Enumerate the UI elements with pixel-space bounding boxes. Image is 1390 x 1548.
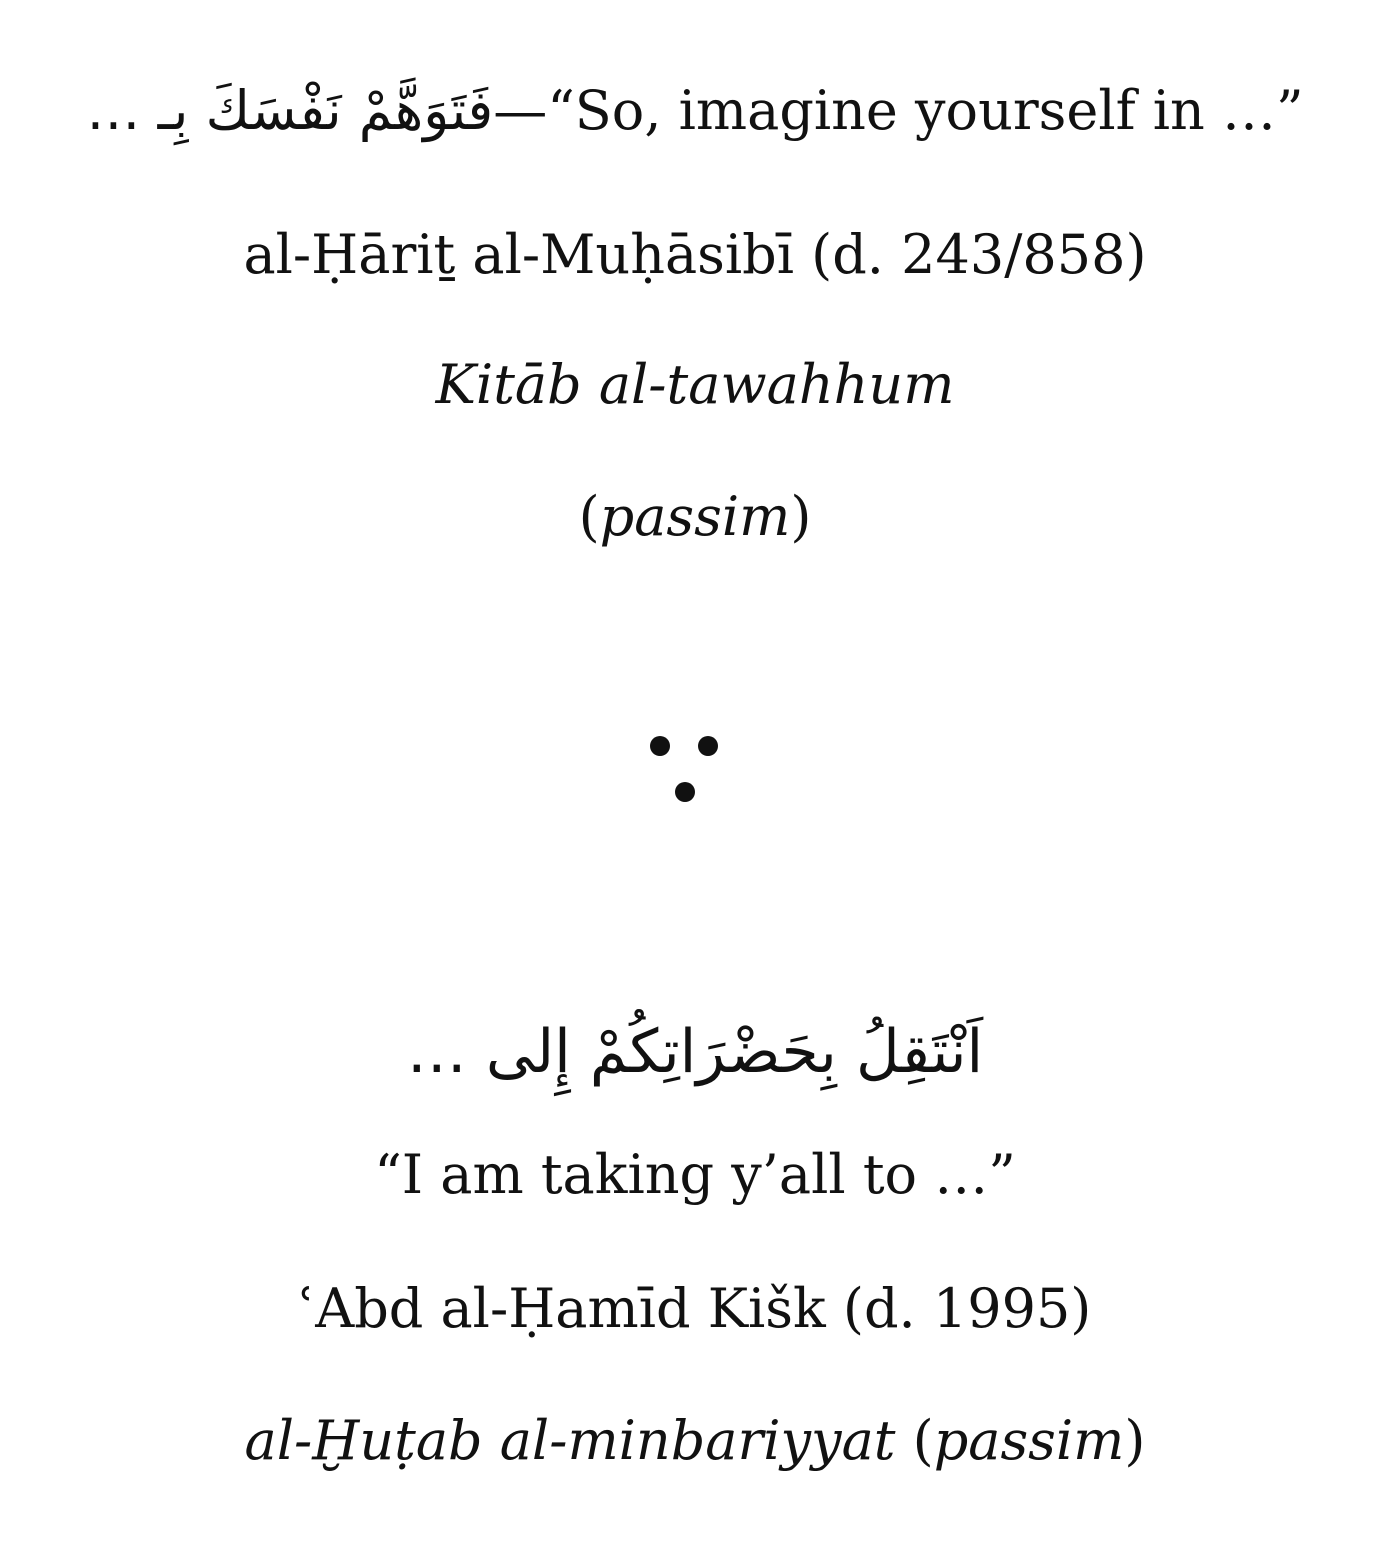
three-dot-divider-icon — [0, 726, 1390, 816]
quote-dash: — — [493, 79, 548, 142]
second-quote-translation: “I am taking y’all to …” — [374, 1143, 1016, 1206]
second-locator-close-paren: ) — [1124, 1409, 1146, 1472]
first-arabic-quote: فَتَوَهَّمْ نَفْسَكَ بِـ … — [86, 79, 494, 142]
first-quote-translation: “So, imagine yourself in …” — [547, 79, 1304, 142]
first-locator-open-paren: ( — [578, 485, 600, 548]
second-work — [0, 1409, 1390, 1472]
second-epigraph-arabic — [0, 1017, 1390, 1087]
divider-dot — [650, 736, 670, 756]
first-work-title: Kitāb al-tawahhum — [435, 353, 955, 416]
divider-dot — [675, 782, 695, 802]
second-author: ʿAbd al-Ḥamīd Kišk (d. 1995) — [298, 1277, 1092, 1340]
divider-dot — [698, 736, 718, 756]
second-locator-text: passim — [933, 1409, 1125, 1472]
second-arabic-quote: اَنْتَقِلُ بِحَضْرَاتِكُمْ إِلى … — [406, 1017, 984, 1087]
second-locator-open-paren: ( — [895, 1409, 934, 1472]
second-work-title: al-Ḫuṭab al-minbariyyat — [244, 1409, 896, 1472]
first-locator-close-paren: ) — [790, 485, 812, 548]
first-epigraph-quote — [0, 79, 1390, 142]
first-author: al-Ḥāriṯ al-Muḥāsibī (d. 243/858) — [243, 223, 1147, 286]
first-locator — [0, 485, 1390, 548]
first-locator-text: passim — [599, 485, 791, 548]
